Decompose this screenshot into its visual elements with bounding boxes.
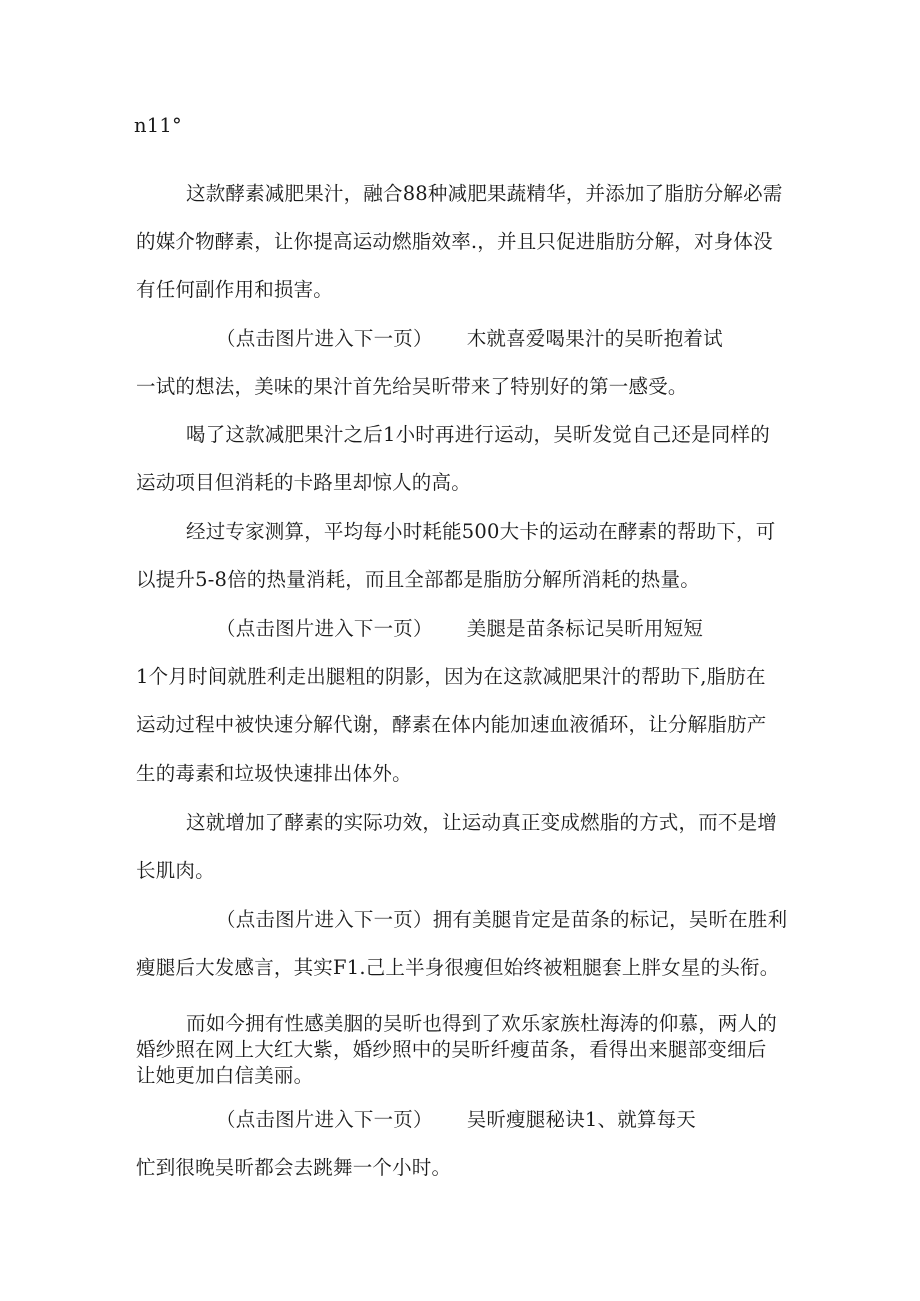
para2-line2: 运动项目但消耗的卡路里却惊人的高。 [136, 471, 471, 494]
para5-line2: 婚纱照在网上大红大紫，婚纱照中的吴昕纤瘦苗条，看得出来腿部变细后 [136, 1038, 767, 1061]
caption2-line3: 运动过程中被快速分解代谢，酵素在体内能加速血液循环，让分解脂肪产 [136, 713, 767, 736]
para3-line2: 以提升5-8倍的热量消耗，而且全部都是脂肪分解所消耗的热量。 [136, 568, 700, 591]
para1-line2: 的媒介物酵素，让你提高运动燃脂效率.，并且只促进脂肪分解，对身体没 [136, 230, 773, 253]
caption2-line2: 1个月时间就胜利走出腿粗的阴影，因为在这款减肥果汁的帮助下,脂肪在 [136, 665, 766, 688]
para1-line1: 这款酵素减肥果汁，融合88种减肥果蔬精华，并添加了脂肪分解必需 [186, 182, 783, 205]
caption4-text: 吴昕瘦腿秘诀1、就算每天 [466, 1108, 697, 1131]
caption1-line1 [216, 327, 723, 351]
caption1-click-link[interactable]: （点击图片进入下一页） [216, 327, 433, 350]
para5-line1: 而如今拥有性感美胭的吴昕也得到了欢乐家族杜海涛的仰慕，两人的 [186, 1012, 778, 1035]
page-header: n11° [134, 114, 182, 137]
caption2-text: 美腿是苗条标记吴昕用短短 [466, 617, 704, 640]
caption4-line2: 忙到很晚吴昕都会去跳舞一个小时。 [136, 1156, 452, 1179]
caption4-click-link[interactable]: （点击图片进入下一页） [216, 1108, 433, 1131]
caption4-line1 [216, 1108, 696, 1132]
para2-line1: 喝了这款减肥果汁之后1小时再进行运动，吴昕发觉自己还是同样的 [186, 423, 770, 446]
para4-line2: 长肌肉。 [136, 859, 215, 882]
caption2-click-link[interactable]: （点击图片进入下一页） [216, 617, 433, 640]
para1-line3: 有任何副作用和损害。 [136, 278, 334, 301]
para3-line1: 经过专家测算，平均每小时耗能500大卡的运动在酵素的帮助下，可 [186, 520, 776, 543]
para4-line1: 这就增加了酵素的实际功效，让运动真正变成燃脂的方式，而不是增 [186, 811, 778, 834]
caption3-line2: 瘦腿后大发感言，其实F1.己上半身很瘦但始终被粗腿套上胖女星的头衔。 [136, 956, 780, 979]
caption3-line1: （点击图片进入下一页）拥有美腿肯定是苗条的标记，吴昕在胜利 [216, 908, 788, 931]
para5-line3: 让她更加白信美丽。 [136, 1064, 314, 1087]
caption1-text: 木就喜爱喝果汁的吴昕抱着试 [466, 327, 723, 350]
caption2-line4: 生的毒素和垃圾快速排出体外。 [136, 762, 412, 785]
caption2-line1 [216, 617, 703, 641]
caption1-line2: 一试的想法，美味的果汁首先给吴昕带来了特别好的第一感受。 [136, 375, 688, 398]
